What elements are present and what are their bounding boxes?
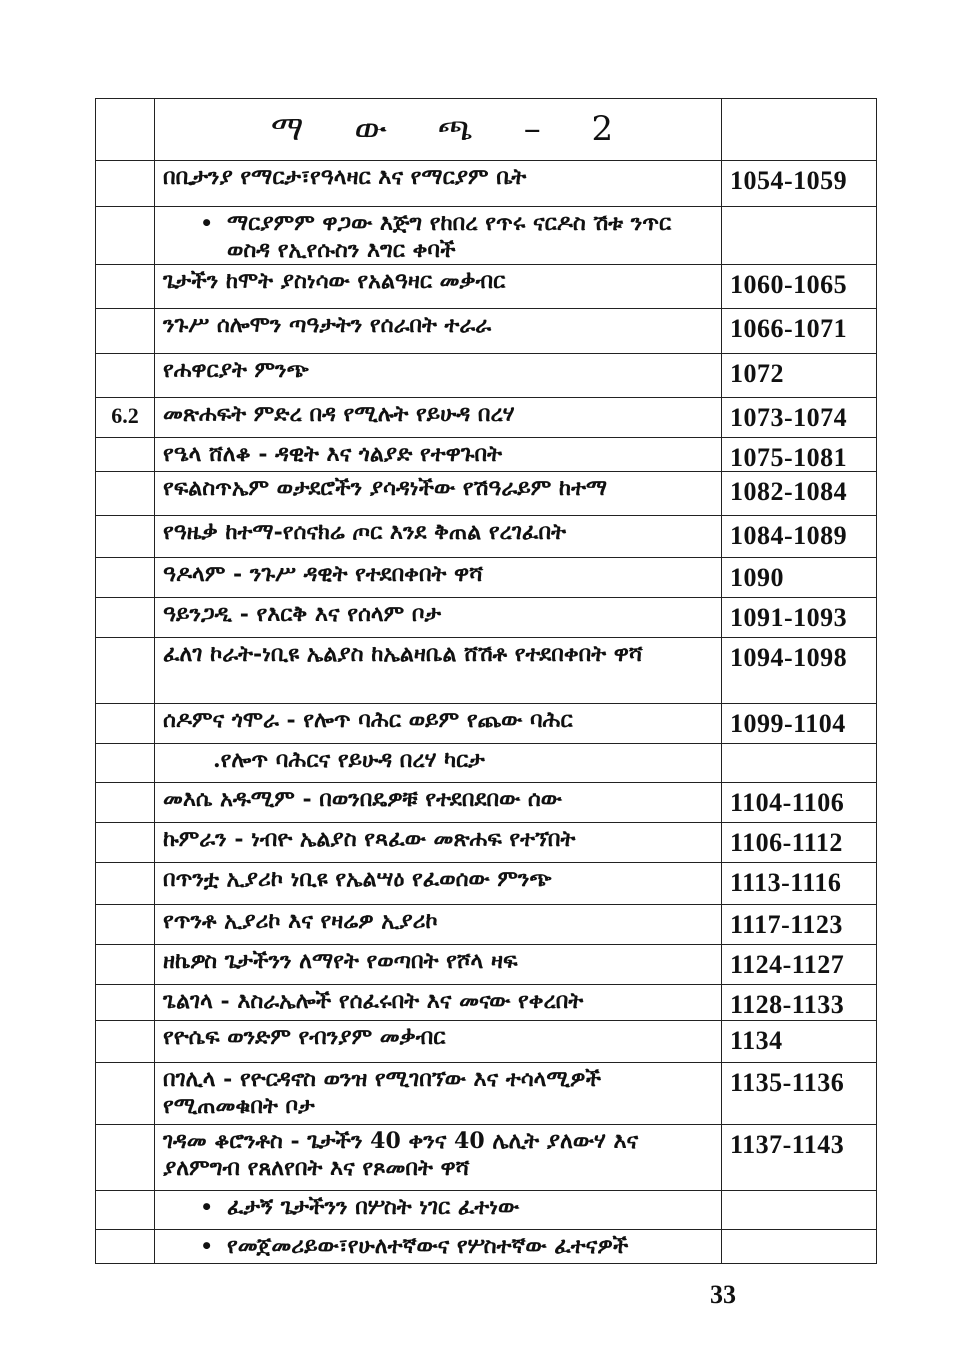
page-range: 1134 [722, 1021, 877, 1063]
entry-text: ዓዶላም - ንጉሥ ዳዊት የተደበቀበት ዋሻ [163, 561, 483, 587]
entry-title [155, 161, 722, 207]
page-range [722, 1191, 877, 1230]
entry-text: የመጀመሪይው፣የሁለተኛውና የሦስተኛው ፈተናዎች [227, 1233, 629, 1259]
entry-title [155, 398, 722, 438]
page-title: ማ ው ጫ – 2 [155, 99, 722, 161]
title-num-cell [96, 99, 155, 161]
section-number [96, 1021, 155, 1063]
table-row [96, 1191, 877, 1230]
section-number [96, 354, 155, 398]
page-range: 1113-1116 [722, 863, 877, 905]
page-range: 1094-1098 [722, 638, 877, 704]
section-number [96, 472, 155, 516]
table-row [96, 207, 877, 265]
entry-title [155, 558, 722, 598]
page-range [722, 207, 877, 265]
entry-text: ሰዶምና ጎሞራ - የሎጥ ባሕር ወይም የጨው ባሕር [163, 707, 573, 733]
table-row [96, 945, 877, 985]
section-number [96, 598, 155, 638]
section-number [96, 1063, 155, 1125]
section-number [96, 744, 155, 783]
bullet-icon: • [200, 1234, 213, 1258]
entry-title [155, 309, 722, 354]
page-range: 1073-1074 [722, 398, 877, 438]
page-range [722, 744, 877, 783]
section-number [96, 638, 155, 704]
title-row [96, 99, 877, 161]
entry-title [155, 516, 722, 558]
page-range: 1082-1084 [722, 472, 877, 516]
entry-title [155, 783, 722, 823]
section-number [96, 558, 155, 598]
section-number [96, 161, 155, 207]
table-row [96, 783, 877, 823]
table-row [96, 1230, 877, 1264]
table-row [96, 638, 877, 704]
entry-title [155, 598, 722, 638]
entry-text: የዔላ ሸለቆ - ዳዊት እና ጎልያድ የተዋጉበት [163, 441, 502, 467]
table-row [96, 1125, 877, 1191]
section-number [96, 438, 155, 472]
entry-text: የጥንቶ ኢያሪኮ እና የዛሬዎ ኢያሪኮ [163, 908, 438, 934]
entry-title [155, 1191, 722, 1230]
section-number [96, 823, 155, 863]
bullet-icon: • [200, 1195, 213, 1219]
entry-text: በገሊላ - የዮርዳኖስ ወንዝ የሚገበኘው እና ተሳላሚዎች የሚጠመቁበት ቦታ [163, 1066, 601, 1119]
page-range: 1128-1133 [722, 985, 877, 1021]
entry-text: የፍልስጥኤም ወታደሮችን ያሳዳነችው የሽዓራይም ከተማ [163, 475, 608, 501]
entry-text: የዓዜቃ ከተማ-የሰናክሬ ጦር እንደ ቅጠል የረገፈበት [163, 519, 566, 545]
entry-text: በጥንቷ ኢያሪኮ ነቢዩ የኤልሣዕ የፈወሰው ምንጭ [163, 866, 552, 892]
bullet-icon: • [200, 211, 213, 235]
entry-text: መእሴ አዱሚም - በወንበዴዎቹ የተደበደበው ሰው [163, 786, 562, 812]
table-row [96, 472, 877, 516]
page-range: 1060-1065 [722, 265, 877, 309]
entry-title [155, 1063, 722, 1125]
section-number [96, 783, 155, 823]
entry-text: ጌታችን ከሞት ያስነሳው የአልዓዛር መቃብር [163, 268, 506, 294]
entry-title [155, 863, 722, 905]
entry-text: በቢታንያ የማርታ፣የዓላዛር እና የማርያም ቤት [163, 164, 527, 190]
entry-title [155, 905, 722, 945]
entry-title [155, 1021, 722, 1063]
table-row [96, 905, 877, 945]
entry-title [155, 472, 722, 516]
entry-title [155, 638, 722, 704]
entry-text: ገዳመ ቆሮንቶስ - ጌታችን 40 ቀንና 40 ሌሊት ያለውሃ እና ያለምግብ የጸለየበት እና የጾመበት ዋሻ [163, 1128, 639, 1181]
entry-text: ፈታኝ ጌታችንን በሦስት ነገር ፈተነው [227, 1194, 520, 1220]
entry-title [155, 1230, 722, 1264]
table-row [96, 823, 877, 863]
section-number [96, 945, 155, 985]
entry-title [155, 265, 722, 309]
section-number [96, 863, 155, 905]
entry-title [155, 985, 722, 1021]
section-number [96, 1125, 155, 1191]
page-range: 1075-1081 [722, 438, 877, 472]
table-row [96, 265, 877, 309]
entry-text: ኩምራን - ነብዮ ኤልያስ የጻፈው መጽሐፍ የተኘበት [163, 826, 576, 852]
table-row [96, 558, 877, 598]
page-range: 1135-1136 [722, 1063, 877, 1125]
section-number [96, 265, 155, 309]
section-number [96, 516, 155, 558]
page-range [722, 1230, 877, 1264]
title-pages-cell [722, 99, 877, 161]
table-row [96, 161, 877, 207]
table-row [96, 354, 877, 398]
table-row [96, 704, 877, 744]
entry-text: የዮሴፍ ወንድም የብንያም መቃብር [163, 1024, 446, 1050]
entry-text: ማርያምም ዋጋው እጅግ የከበረ የጥሩ ናርዶስ ሽቱ ንጥር ወስዳ የኢየሱስን እግር ቀባች [227, 210, 672, 263]
table-row [96, 309, 877, 354]
contents-table [95, 98, 877, 1264]
entry-text: መጽሐፍት ምድረ በዳ የሚሉት የይሁዳ በረሃ [163, 401, 515, 427]
table-row [96, 863, 877, 905]
page-range: 1117-1123 [722, 905, 877, 945]
entry-text: .የሎጥ ባሕርና የይሁዳ በረሃ ካርታ [213, 747, 485, 773]
page-range: 1137-1143 [722, 1125, 877, 1191]
entry-title [155, 704, 722, 744]
page-range: 1104-1106 [722, 783, 877, 823]
entry-text: ፈለገ ኮራት-ነቢዩ ኤልያስ ከኤልዛቤል ሸሽቶ የተደበቀበት ዋሻ [163, 641, 643, 667]
entry-title [155, 207, 722, 265]
table-row [96, 744, 877, 783]
page-range: 1072 [722, 354, 877, 398]
page-range: 1106-1112 [722, 823, 877, 863]
table-row [96, 1063, 877, 1125]
entry-text: ዘኬዎስ ጌታችንን ለማየት የወጣበት የሾላ ዛፍ [163, 948, 518, 974]
table-row [96, 398, 877, 438]
entry-title [155, 1125, 722, 1191]
page-range: 1054-1059 [722, 161, 877, 207]
entry-title [155, 744, 722, 783]
page-range: 1090 [722, 558, 877, 598]
table-row [96, 985, 877, 1021]
entry-title [155, 945, 722, 985]
section-number: 6.2 [96, 398, 155, 438]
page-range: 1066-1071 [722, 309, 877, 354]
entry-text: ዓይንጋዲ - የእርቅ እና የሰላም ቦታ [163, 601, 441, 627]
section-number [96, 207, 155, 265]
page-range: 1124-1127 [722, 945, 877, 985]
page-range: 1099-1104 [722, 704, 877, 744]
page-range: 1091-1093 [722, 598, 877, 638]
table-row [96, 1021, 877, 1063]
entry-title [155, 354, 722, 398]
section-number [96, 309, 155, 354]
section-number [96, 905, 155, 945]
entry-text: ንጉሥ ሰሎሞን ጣዓታትን የሰራበት ተራራ [163, 312, 492, 338]
entry-title [155, 823, 722, 863]
section-number [96, 1230, 155, 1264]
section-number [96, 985, 155, 1021]
table-row [96, 516, 877, 558]
entry-title [155, 438, 722, 472]
entry-text: የሐዋርያት ምንጭ [163, 357, 309, 383]
table-row [96, 598, 877, 638]
page-range: 1084-1089 [722, 516, 877, 558]
table-row [96, 438, 877, 472]
page-number: 33 [710, 1280, 736, 1309]
section-number [96, 1191, 155, 1230]
entry-text: ጌልገላ - እስራኤሎች የሰፈሩበት እና መናው የቀረበት [163, 988, 584, 1014]
section-number [96, 704, 155, 744]
